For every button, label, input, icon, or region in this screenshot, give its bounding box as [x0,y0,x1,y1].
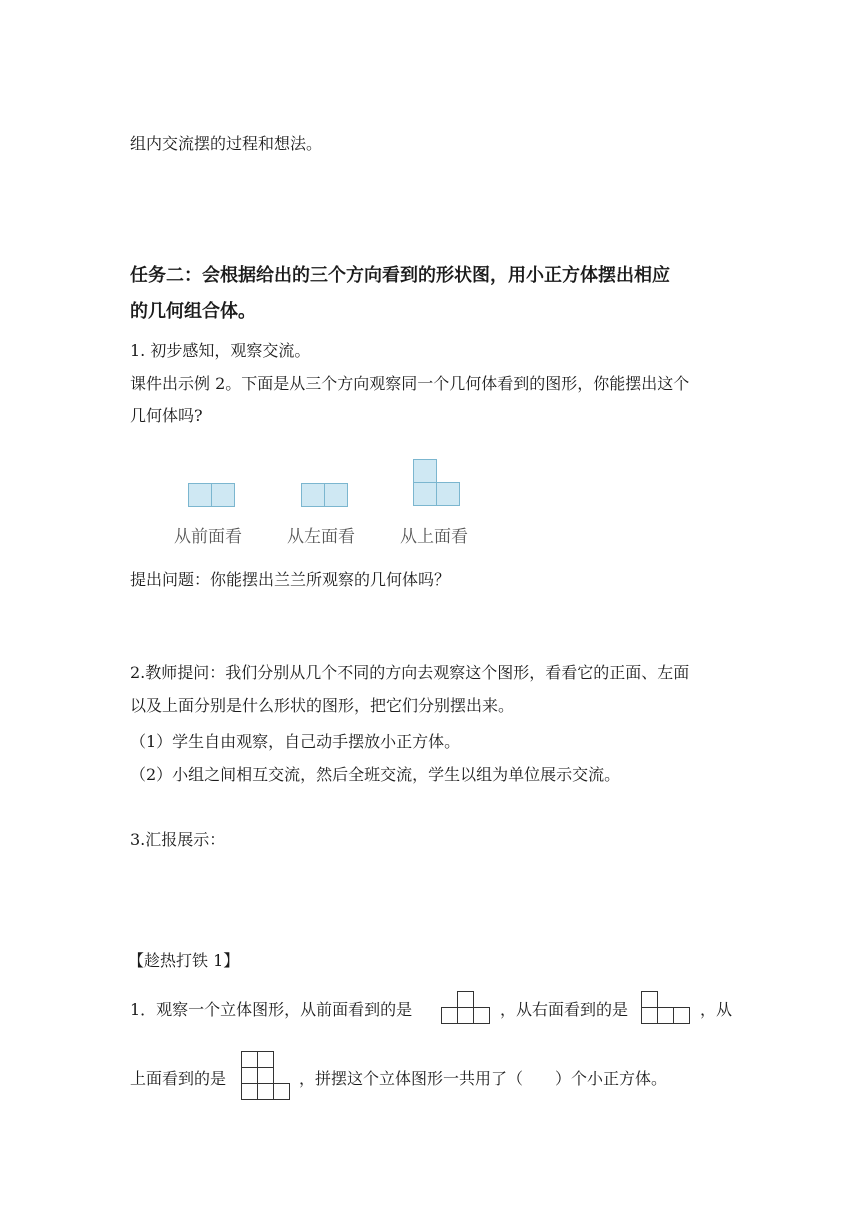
cube-cell [436,482,460,506]
cube-cell [413,459,437,483]
caption-left: 从左面看 [287,527,355,547]
task2-heading-line1: 任务二：会根据给出的三个方向看到的形状图，用小正方体摆出相应 [130,265,670,286]
grid-cell [641,1007,658,1024]
paragraph-intro: 组内交流摆的过程和想法。 [130,134,323,153]
grid-cell [641,991,658,1008]
exercise1-text-e: ，拼摆这个立体图形一共用了（ ）个小正方体。 [299,1069,668,1088]
grid-cell [241,1083,258,1100]
grid-cell [257,1067,274,1084]
exercise1-text-b: ，从右面看到的是 [500,1000,629,1019]
section1-line1: 课件出示例 2。下面是从三个方向观察同一个几何体看到的图形，你能摆出这个 [130,374,690,393]
section2-item2: （2）小组之间相互交流，然后全班交流，学生以组为单位展示交流。 [130,765,621,784]
cube-cell [301,483,325,507]
cube-cell [211,483,235,507]
section2-item1: （1）学生自由观察，自己动手摆放小正方体。 [130,732,461,751]
exercise1-text-c: ，从 [700,1000,733,1019]
grid-cell [473,1007,490,1024]
grid-cell [673,1007,690,1024]
grid-cell [257,1051,274,1068]
grid-cell [457,991,474,1008]
task2-heading-line2: 的几何组合体。 [130,301,256,322]
grid-cell [457,1007,474,1024]
caption-top: 从上面看 [400,527,468,547]
cube-cell [413,482,437,506]
grid-cell [657,1007,674,1024]
grid-cell [257,1083,274,1100]
section3-title: 3.汇报展示： [130,830,226,849]
question-paragraph: 提出问题：你能摆出兰兰所观察的几何体吗？ [130,570,451,589]
caption-front: 从前面看 [174,527,242,547]
exercise1-text-d: 上面看到的是 [130,1069,227,1088]
grid-cell [241,1051,258,1068]
section2-line1: 2.教师提问：我们分别从几个不同的方向去观察这个图形，看看它的正面、左面 [130,663,690,682]
cube-cell [188,483,212,507]
grid-cell [241,1067,258,1084]
exercise1-text-a: 1．观察一个立体图形，从前面看到的是 [130,1000,413,1019]
practice-title: 【趁热打铁 1】 [128,951,240,970]
grid-cell [441,1007,458,1024]
section2-line2: 以及上面分别是什么形状的图形，把它们分别摆出来。 [130,696,515,715]
section1-title: 1. 初步感知，观察交流。 [130,341,311,360]
cube-cell [324,483,348,507]
grid-cell [273,1083,290,1100]
section1-line2: 几何体吗? [130,406,203,425]
